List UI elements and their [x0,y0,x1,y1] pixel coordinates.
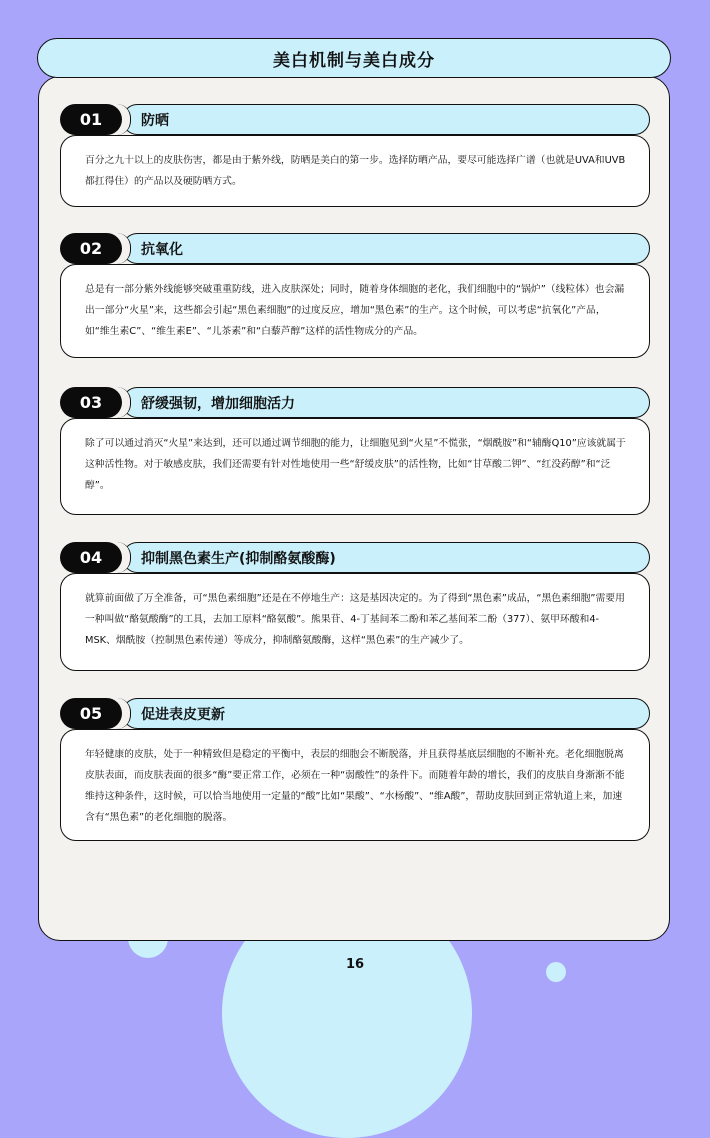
page-number: 16 [345,957,365,972]
section-body: 年轻健康的皮肤，处于一种精致但是稳定的平衡中，表层的细胞会不断脱落，并且获得基底层细胞的不断补充。老化细胞脱离皮肤表面，而皮肤表面的很多“酶”要正常工作，必须在一种“弱酸性”的条件下。而随着年龄的增长，我们的皮肤自身渐渐不能维持这种条件，这时候，可以恰当地使用一定量的“酸”比如“果酸”、“水杨酸”、“维A酸”，帮助皮肤回到正常轨道上来，加速含有“黑色素”的老化细胞的脱落。 [60,729,650,841]
section-number: 02 [60,233,122,264]
section-heading: 舒缓强韧，增加细胞活力 [122,387,650,418]
section-number: 03 [60,387,122,418]
section-heading: 抑制黑色素生产(抑制酪氨酸酶) [122,542,650,573]
page-title: 美白机制与美白成分 [37,38,671,78]
section-number: 01 [60,104,122,135]
section-body: 就算前面做了万全准备，可“黑色素细胞”还是在不停地生产：这是基因决定的。为了得到“黑色素”成品，“黑色素细胞”需要用一种叫做“酪氨酸酶”的工具，去加工原料“酪氨酸”。熊果苷、4-丁基间苯二酚和苯乙基间苯二酚（377）、氨甲环酸和4-MSK、烟酰胺（控制黑色素传递）等成分，抑制酪氨酸酶，这样“黑色素”的生产减少了。 [60,573,650,671]
section-number: 05 [60,698,122,729]
section-body: 总是有一部分紫外线能够突破重重防线，进入皮肤深处；同时，随着身体细胞的老化，我们细胞中的“锅炉”（线粒体）也会漏出一部分“火星”来，这些都会引起“黑色素细胞”的过度反应，增加“黑色素”的生产。这个时候，可以考虑“抗氧化”产品，如“维生素C”、“维生素E”、“儿茶素”和“白藜芦醇”这样的活性物成分的产品。 [60,264,650,358]
section-heading: 防晒 [122,104,650,135]
section-body: 百分之九十以上的皮肤伤害，都是由于紫外线，防晒是美白的第一步。选择防晒产品，要尽可能选择广谱（也就是UVA和UVB都扛得住）的产品以及硬防晒方式。 [60,135,650,207]
section-heading: 促进表皮更新 [122,698,650,729]
section-heading: 抗氧化 [122,233,650,264]
section-number: 04 [60,542,122,573]
section-body: 除了可以通过消灭“火星”来达到，还可以通过调节细胞的能力，让细胞见到“火星”不慌张，“烟酰胺”和“辅酶Q10”应该就属于这种活性物。对于敏感皮肤，我们还需要有针对性地使用一些“舒缓皮肤”的活性物，比如“甘草酸二钾”、“红没药醇”和“泛醇”。 [60,418,650,515]
